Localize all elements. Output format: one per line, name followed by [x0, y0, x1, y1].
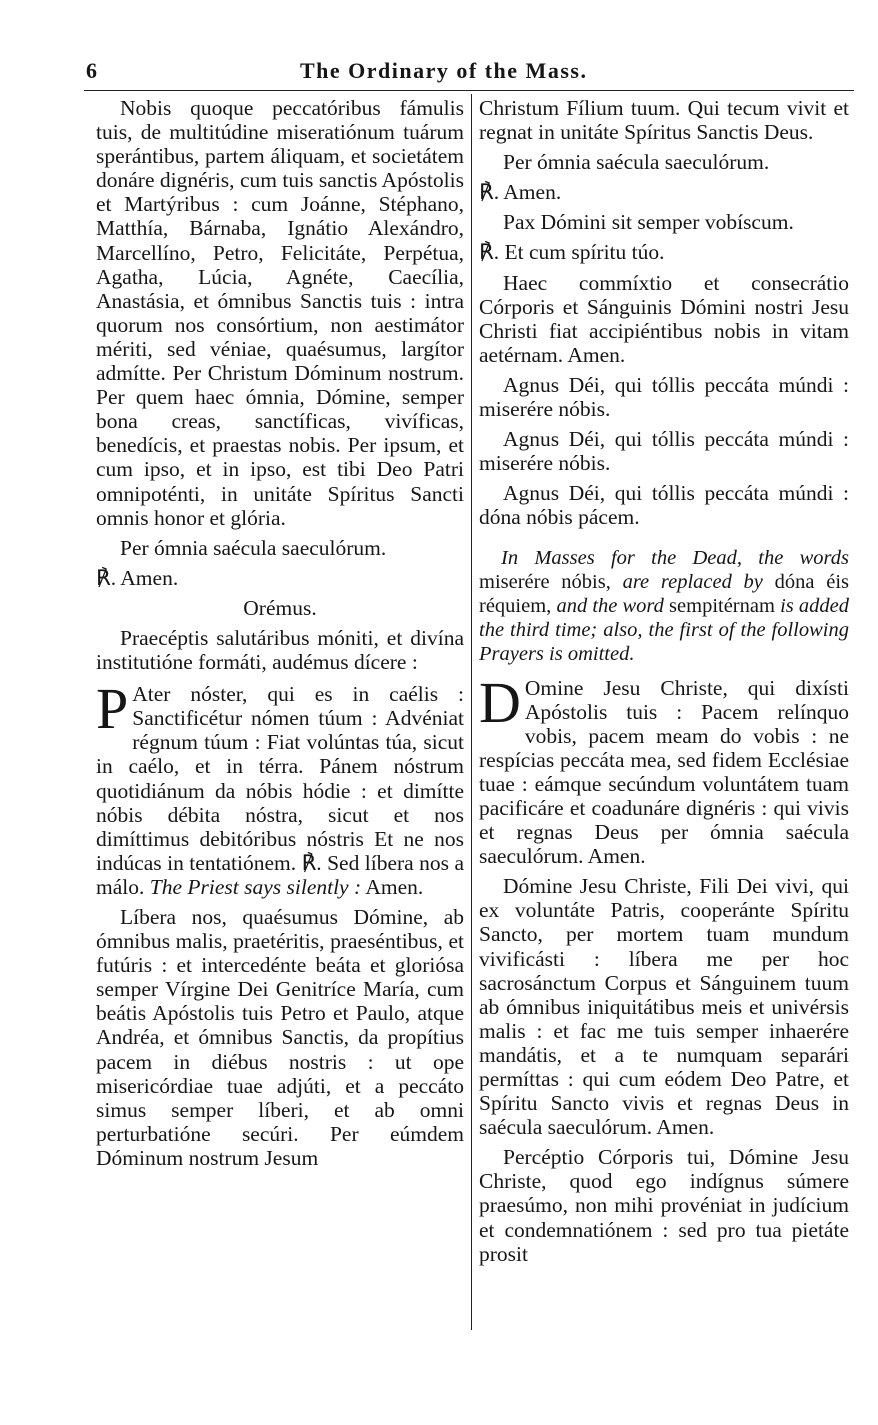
perceptio-corporis-prayer: Percéptio Córporis tui, Dómine Jesu Christe, quod ego indígnus súmere praesúmo, non mihi provéniat in judícium et condemnatiónem : sed pro tua pietáte prosit	[479, 1145, 849, 1266]
agnus-dei-2: Agnus Déi, qui tóllis peccáta múndi : miserére nóbis.	[479, 427, 849, 476]
rubric-part: sempitérnam	[669, 594, 781, 617]
rubric-part: is added the third time; also, the first of the following Prayers is omitted.	[479, 594, 849, 665]
oremus-heading: Orémus.	[243, 595, 317, 620]
libera-nos-prayer: Líbera nos, quaésumus Dómine, ab ómnibus malis, praetéritis, praeséntibus, et futúris : et intercedénte beáta et gloriósa semper Vírgine Dei Genitríce María, cum beátis Apóstolis tuis Petro et Paulo, atque Andréa, et ómnibus Sanctis, da propítius pacem in diébus nostris : ut ope misericórdiae tuae adjúti, et a peccáto simus semper líberi, et ab omni perturbatióne secúri. Per eúmdem Dóminum nostrum Jesum	[96, 905, 464, 1170]
running-head: The Ordinary of the Mass.	[300, 58, 588, 83]
rubric-part: are replaced by	[622, 570, 775, 593]
response-et-cum-spiritu: ℟. Et cum spíritu túo.	[479, 240, 665, 265]
rubric-part: and the word	[556, 594, 670, 617]
domine-jesu-fili-dei-prayer: Dómine Jesu Christe, Fili Dei vivi, qui ex voluntáte Patris, cooperánte Spíritu Sancto, per mortem tuam mundum vivificásti : líbera me per hoc sacrosánctum Corpus et Sánguinem tuum ab ómnibus iniquitátibus meis et univérsis malis : et fac me tuis semper inhaerére mandátis, et a te numquam separári permíttas : qui cum eódem Deo Patre, et Spíritu Sancto vivis et regnas Deus in saécula saeculórum. Amen.	[479, 874, 849, 1140]
agnus-dei-1: Agnus Déi, qui tóllis peccáta múndi : miserére nóbis.	[479, 372, 849, 422]
column-divider	[471, 94, 472, 1330]
drop-cap-initial: D	[479, 669, 521, 735]
left-column	[96, 96, 464, 1176]
praeceptis-intro: Praecéptis salutáribus móniti, et divína institutióne formáti, audémus dícere :	[96, 625, 464, 675]
header-rule	[84, 90, 854, 91]
rubric-part: miserére nóbis,	[479, 570, 623, 593]
domine-jesu-pacem-prayer	[479, 669, 849, 869]
drop-cap-initial: P	[96, 676, 129, 742]
rubric-masses-for-dead	[479, 546, 849, 666]
page-number: 6	[86, 58, 97, 83]
libera-nos-conclusion: Christum Fílium tuum. Qui tecum vivit et regnat in unitáte Spíritus Sanctis Deus.	[479, 96, 849, 145]
pax-domini: Pax Dómini sit semper vobíscum.	[503, 210, 794, 235]
pater-noster-amen: Amen.	[365, 874, 424, 899]
rubric-part: In Masses for the Dead, the words	[501, 546, 849, 569]
agnus-dei-3: Agnus Déi, qui tóllis peccáta múndi : dóna nóbis pácem.	[479, 481, 849, 530]
prayer-nobis-quoque: Nobis quoque peccatóribus fámulis tuis, de multitúdine miseratiónum tuárum sperántibus, partem áliquam, et societátem donáre dignéris, cum tuis sanctis Apóstolis et Martýribus : cum Joánne, Stéphano, Matthía, Bárnaba, Ignátio Alexándro, Marcellíno, Petro, Felicitáte, Perpétua, Agatha, Lúcia, Agnéte, Caecília, Anastásia, et ómnibus Sanctis tuis : intra quorum nos consórtium, non aestimátor mériti, sed véniae, quaésumus, largítor admítte. Per Christum Dóminum nostrum. Per quem haec ómnia, Dómine, semper bona creas, sanctíficas, vivíficas, benedícis, et praestas nobis. Per ipsum, et cum ipso, et in ipso, est tibi Deo Patri omnipoténti, in unitáte Spíritus Sancti omnis honor et glória.	[96, 96, 464, 530]
pater-noster-prayer	[96, 676, 464, 899]
doxology-line: Per ómnia saécula saeculórum.	[503, 150, 770, 175]
domine-jesu-pacem-text: Omine Jesu Christe, qui dixísti Apóstolis tuis : Pacem relínquo vobis, pacem meam do vobis : ne respícias peccáta mea, sed fidem Ecclésiae tuae : eámque secúndum voluntátem tuam pacificáre et coadunáre dignéris : qui vivis et regnas Deus per ómnia saécula saeculórum. Amen.	[479, 675, 849, 869]
response-amen: ℟. Amen.	[96, 565, 179, 590]
doxology-line: Per ómnia saécula saeculórum.	[120, 535, 387, 560]
response-amen: ℟. Amen.	[479, 180, 562, 205]
pater-noster-text: Ater nóster, qui es in caélis : Sanctificétur nómen túum : Advéniat régnum túum : Fiat volúntas túa, sicut in caélo, et in térra. Pánem nóstrum quotidiánum da nóbis hódie : et dimítte nóbis débita nóstra, sicut et nos dimíttimus debitóribus nóstris Et ne nos indúcas in tentatiónem. ℟. Sed líbera nos a málo.	[96, 682, 464, 899]
right-column	[479, 96, 849, 1272]
haec-commixtio: Haec commíxtio et consecrátio Córporis et Sánguinis Dómini nostri Jesu Christi fiat accipiéntibus nobis in vitam aetérnam. Amen.	[479, 270, 849, 367]
rubric-inline: The Priest says silently :	[149, 874, 362, 899]
rubric-part: dóna éis réquiem,	[479, 570, 849, 617]
